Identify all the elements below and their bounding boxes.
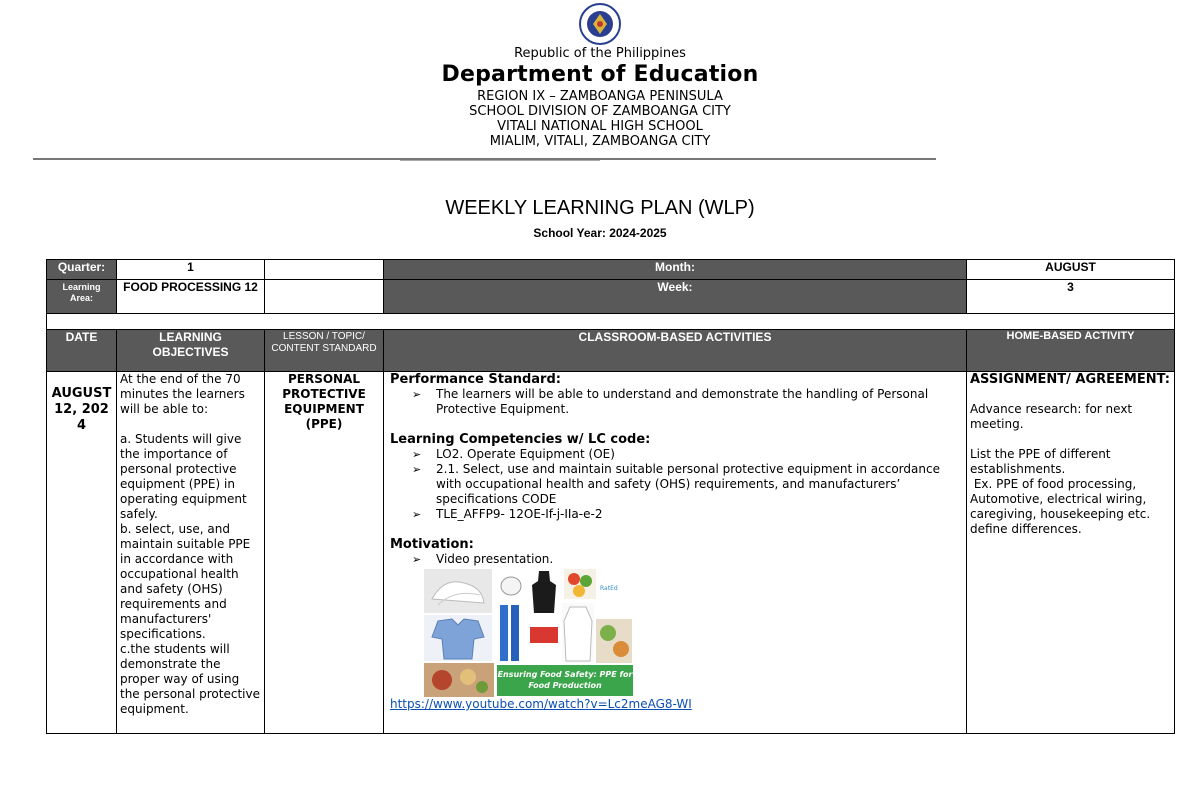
column-home: HOME-BASED ACTIVITY <box>967 330 1175 372</box>
week-value: 3 <box>967 280 1175 314</box>
address-line: MIALIM, VITALI, ZAMBOANGA CITY <box>489 134 711 149</box>
objective-a: a. Students will give the importance of personal protective equipment (PPE) in operating equipment safely. <box>120 432 247 521</box>
gloves-image-icon <box>424 569 492 613</box>
column-lesson: LESSON / TOPIC/ CONTENT STANDARD <box>265 330 384 372</box>
column-date: DATE <box>47 330 117 372</box>
competencies-label: Learning Competencies w/ LC code: <box>390 432 651 447</box>
uniform-image-icon <box>424 615 492 661</box>
motivation-label: Motivation: <box>390 537 474 552</box>
date-cell: AUGUST 12, 2024 <box>47 372 117 734</box>
thumbnail-brand: RatEd <box>600 585 618 592</box>
home-activity-cell <box>967 372 1175 734</box>
list-item: ➢ LO2. Operate Equipment (OE) <box>412 447 963 462</box>
face-mask-icon <box>498 569 524 599</box>
empty-cell <box>265 280 384 314</box>
week-label: Week: <box>384 280 967 314</box>
list-item: ➢ Video presentation. <box>412 552 963 567</box>
deped-seal-icon <box>574 2 626 46</box>
objective-c: c.the students will demonstrate the proper way of using the personal protective equipment. <box>120 642 260 716</box>
document-title: WEEKLY LEARNING PLAN (WLP) <box>445 197 755 219</box>
performance-standard-label: Performance Standard: <box>390 372 561 387</box>
food-bowls-icon <box>596 619 632 663</box>
red-cloth-icon <box>528 625 560 645</box>
republic-heading: Republic of the Philippines <box>514 46 686 61</box>
learning-area-label: Learning Area: <box>47 280 117 314</box>
school-line: VITALI NATIONAL HIGH SCHOOL <box>497 119 703 134</box>
quarter-value: 1 <box>117 260 265 280</box>
learning-area-row <box>47 280 1175 314</box>
department-heading: Department of Education <box>441 62 759 87</box>
quarter-label: Quarter: <box>47 260 117 280</box>
home-line: Ex. PPE of food processing, Automotive, electrical wiring, caregiving, housekeeping etc. define differences. <box>970 477 1155 536</box>
column-classroom: CLASSROOM-BASED ACTIVITIES <box>384 330 967 372</box>
classroom-activities-cell <box>384 372 967 734</box>
video-thumbnail[interactable] <box>424 569 634 697</box>
performance-standard-list <box>390 387 963 417</box>
objectives-intro: At the end of the 70 minutes the learners will be able to: <box>120 372 245 416</box>
lesson-topic-cell: PERSONAL PROTECTIVE EQUIPMENT (PPE) <box>265 372 384 734</box>
list-item: ➢ TLE_AFFP9- 12OE-If-j-IIa-e-2 <box>412 507 963 522</box>
learning-area-value: FOOD PROCESSING 12 <box>117 280 265 314</box>
lesson-row <box>47 372 1175 734</box>
list-item: ➢ 2.1. Select, use and maintain suitable personal protective equipment in accordance with occupational health and safety (OHS) requirements, and manufacturers’ specifications CODE <box>412 462 963 507</box>
blank-line <box>120 417 261 432</box>
school-year: School Year: 2024-2025 <box>533 226 667 240</box>
spacer-cell <box>47 314 1175 330</box>
video-link[interactable]: https://www.youtube.com/watch?v=Lc2meAG8-WI <box>390 697 692 711</box>
objective-b: b. select, use, and maintain suitable PPE in accordance with occupational health and safety (OHS) requirements and manufacturers' specifications. <box>120 522 251 641</box>
column-header-row <box>47 330 1175 372</box>
spacer-row <box>47 314 1175 330</box>
list-item: ➢ The learners will be able to understand and demonstrate the handling of Personal Protective Equipment. <box>412 387 963 417</box>
column-objectives: LEARNING OBJECTIVES <box>117 330 265 372</box>
quarter-row <box>47 260 1175 280</box>
division-line: SCHOOL DIVISION OF ZAMBOANGA CITY <box>469 104 731 119</box>
apron-icon <box>530 569 558 615</box>
home-line: List the PPE of different establishments. <box>970 447 1111 476</box>
vegetables-image-icon <box>564 569 596 599</box>
thumbnail-banner: Ensuring Food Safety: PPE for Food Production <box>497 665 633 696</box>
food-platter-icon <box>424 663 494 697</box>
month-value: AUGUST <box>967 260 1175 280</box>
objectives-cell <box>117 372 265 734</box>
home-line: Advance research: for next meeting. <box>970 402 1133 431</box>
month-label: Month: <box>384 260 967 280</box>
motivation-list <box>390 552 963 567</box>
assignment-label: ASSIGNMENT/ AGREEMENT: <box>970 372 1170 387</box>
lab-coat-icon <box>562 603 594 663</box>
weekly-learning-plan-table <box>46 259 1175 734</box>
blue-gloves-icon <box>496 603 524 663</box>
competencies-list <box>390 447 963 522</box>
empty-cell <box>265 260 384 280</box>
header-divider-accent <box>400 160 600 161</box>
region-line: REGION IX – ZAMBOANGA PENINSULA <box>477 89 723 104</box>
